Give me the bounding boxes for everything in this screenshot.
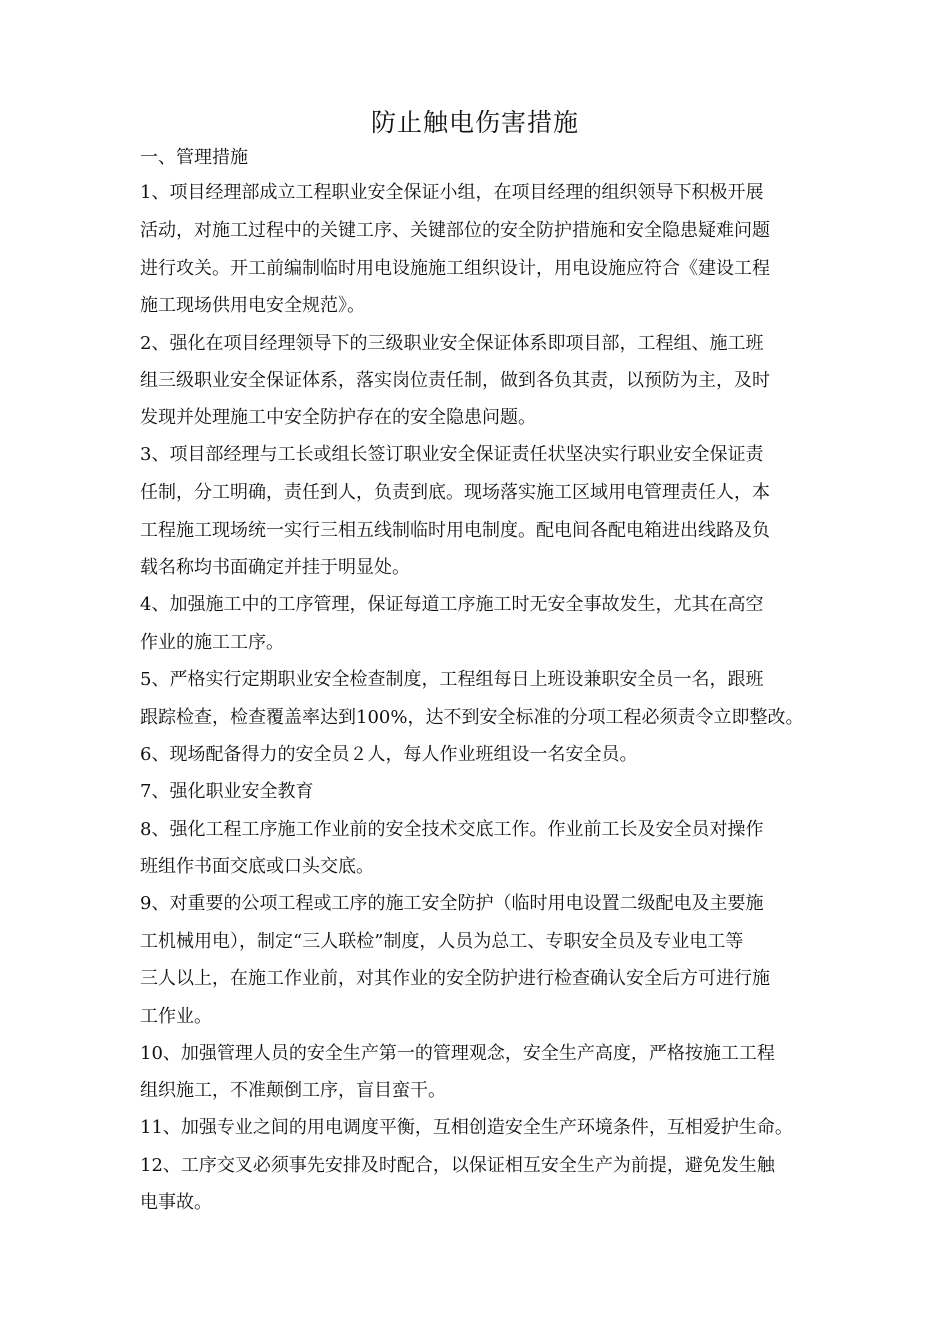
document-title: 防止触电伤害措施 bbox=[370, 108, 579, 137]
paragraph-line: 4、加强施工中的工序管理，保证每道工序施工时无安全事故发生，尤其在高空 bbox=[140, 594, 764, 615]
paragraph-line: 发现并处理施工中安全防护存在的安全隐患问题。 bbox=[140, 407, 536, 428]
paragraph-line: 施工现场供用电安全规范》。 bbox=[140, 295, 365, 316]
paragraph-line: 活动，对施工过程中的关键工序、关键部位的安全防护措施和安全隐患疑难问题 bbox=[140, 220, 770, 241]
paragraph-line: 进行攻关。开工前编制临时用电设施施工组织设计，用电设施应符合《建设工程 bbox=[140, 258, 770, 279]
paragraph-line: 三人以上，在施工作业前，对其作业的安全防护进行检查确认安全后方可进行施 bbox=[140, 968, 770, 989]
paragraph-line: 跟踪检查，检查覆盖率达到100%，达不到安全标准的分项工程必须责令立即整改。 bbox=[140, 707, 804, 728]
paragraph-line: 工机械用电），制定“三人联检”制度，人员为总工、专职安全员及专业电工等 bbox=[140, 931, 744, 952]
paragraph-line: 载名称均书面确定并挂于明显处。 bbox=[140, 557, 410, 578]
section-heading: 一、管理措施 bbox=[140, 147, 248, 168]
paragraph-line: 作业的施工工序。 bbox=[140, 632, 284, 653]
paragraph-line: 8、强化工程工序施工作业前的安全技术交底工作。作业前工长及安全员对操作 bbox=[140, 819, 764, 840]
paragraph-line: 任制，分工明确，责任到人，负责到底。现场落实施工区域用电管理责任人，本 bbox=[140, 482, 770, 503]
paragraph-line: 12、工序交叉必须事先安排及时配合，以保证相互安全生产为前提，避免发生触 bbox=[140, 1155, 775, 1176]
paragraph-line: 组织施工，不准颠倒工序，盲目蛮干。 bbox=[140, 1080, 446, 1101]
paragraph-line: 班组作书面交底或口头交底。 bbox=[140, 856, 374, 877]
paragraph-line: 工作业。 bbox=[140, 1006, 212, 1027]
paragraph-line: 9、对重要的公项工程或工序的施工安全防护（临时用电设置二级配电及主要施 bbox=[140, 893, 764, 914]
paragraph-line: 7、强化职业安全教育 bbox=[140, 781, 314, 802]
paragraph-line: 11、加强专业之间的用电调度平衡，互相创造安全生产环境条件，互相爱护生命。 bbox=[140, 1117, 793, 1138]
paragraph-line: 5、严格实行定期职业安全检查制度，工程组每日上班设兼职安全员一名，跟班 bbox=[140, 669, 764, 690]
paragraph-line: 2、强化在项目经理领导下的三级职业安全保证体系即项目部，工程组、施工班 bbox=[140, 333, 764, 354]
paragraph-line: 3、项目部经理与工长或组长签订职业安全保证责任状坚决实行职业安全保证责 bbox=[140, 444, 764, 465]
paragraph-line: 组三级职业安全保证体系，落实岗位责任制，做到各负其责，以预防为主，及时 bbox=[140, 370, 770, 391]
paragraph-line: 1、项目经理部成立工程职业安全保证小组，在项目经理的组织领导下积极开展 bbox=[140, 182, 764, 203]
paragraph-line: 工程施工现场统一实行三相五线制临时用电制度。配电间各配电箱进出线路及负 bbox=[140, 520, 770, 541]
paragraph-line: 电事故。 bbox=[140, 1192, 212, 1213]
paragraph-line: 6、现场配备得力的安全员２人，每人作业班组设一名安全员。 bbox=[140, 744, 638, 765]
paragraph-line: 10、加强管理人员的安全生产第一的管理观念，安全生产高度，严格按施工工程 bbox=[140, 1043, 775, 1064]
